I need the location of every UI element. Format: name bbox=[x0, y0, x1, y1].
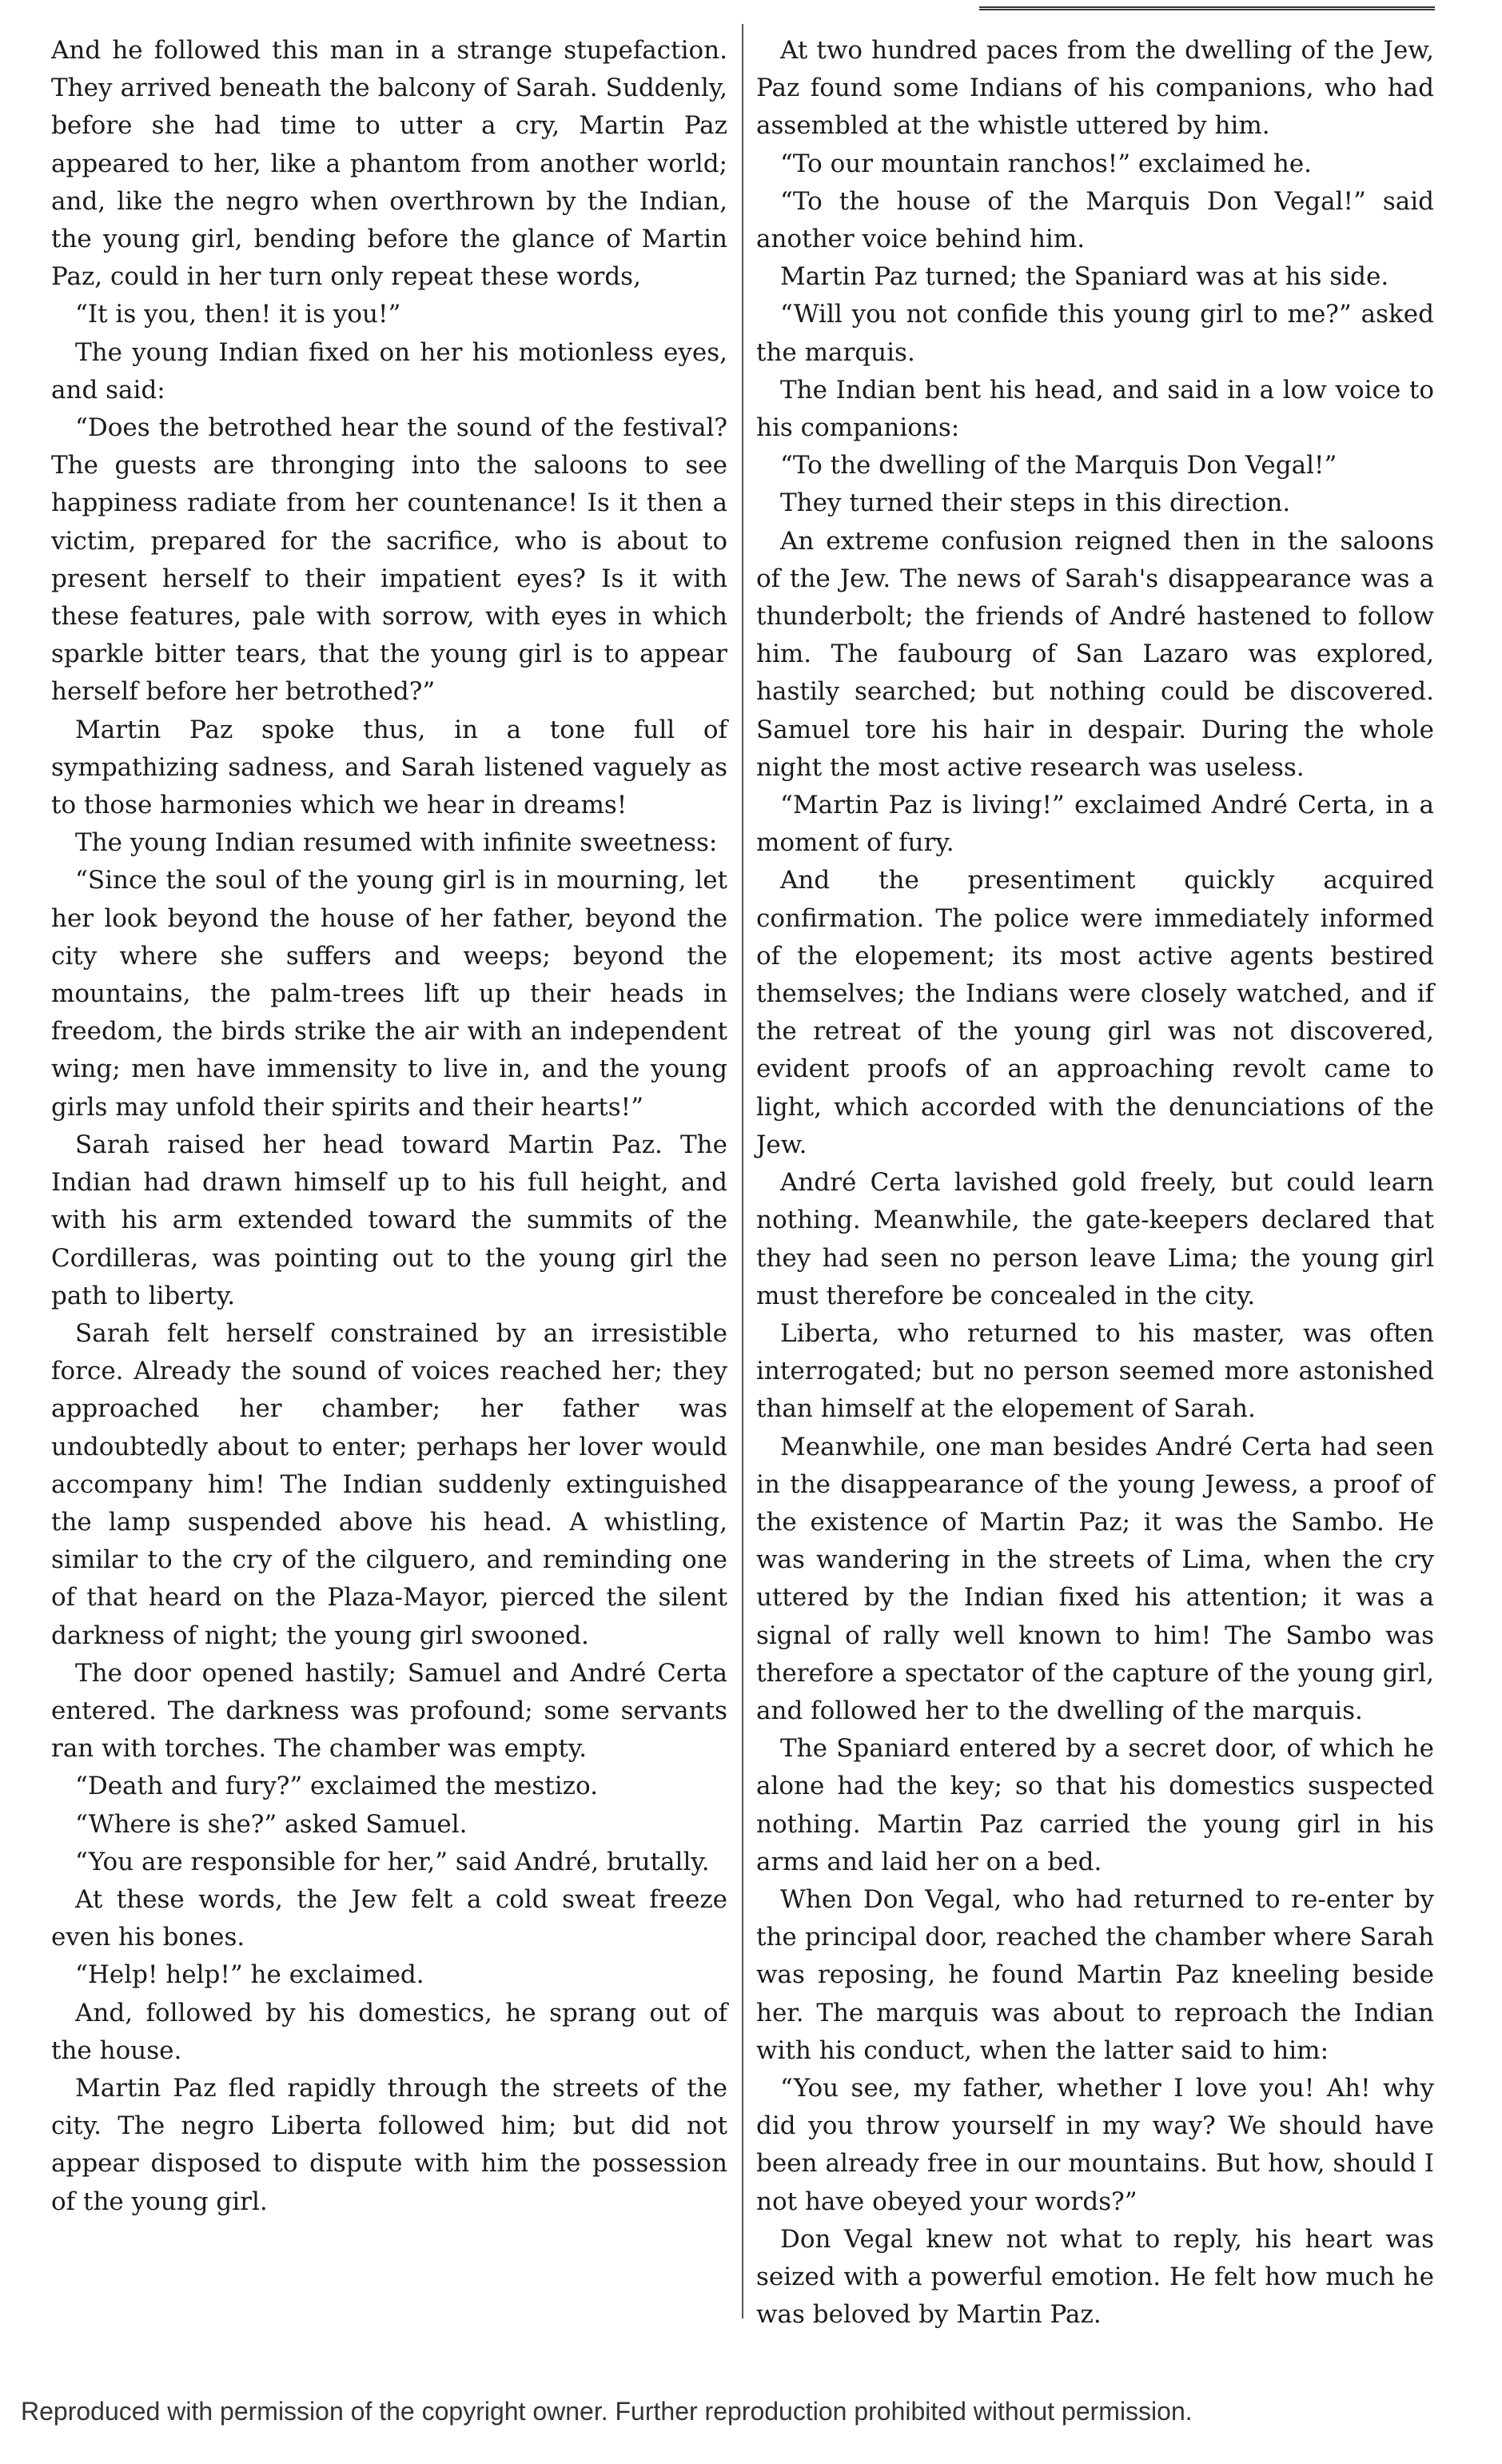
paragraph: “To the dwelling of the Marquis Don Vegal!” bbox=[780, 451, 1337, 480]
column-divider bbox=[742, 24, 743, 2318]
paragraph: The Indian bent his head, and said in a low voice to his companions: bbox=[756, 375, 1434, 443]
paragraph: Martin Paz turned; the Spaniard was at his side. bbox=[780, 262, 1389, 292]
paragraph: Sarah raised her head toward Martin Paz. The Indian had drawn himself up to his full height, and with his arm extended toward the summits of the Cordilleras, was pointing out to the young girl the path to liberty. bbox=[51, 1130, 727, 1310]
paragraph: “Since the soul of the young girl is in mourning, let her look beyond the house of her father, beyond the city where she suffers and weeps; beyond the mountains, the palm-trees lift up their heads in freedom, the birds strike the air with an independent wing; men have immensity to live in, and the young girls may unfold their spirits and their hearts!” bbox=[51, 866, 727, 1122]
paragraph: “To our mountain ranchos!” exclaimed he. bbox=[780, 149, 1313, 178]
paragraph: And, followed by his domestics, he sprang out of the house. bbox=[51, 1998, 727, 2065]
paragraph: Liberta, who returned to his master, was often interrogated; but no person seemed more astonished than himself at the elopement of Sarah. bbox=[756, 1318, 1434, 1424]
paragraph: “Help! help!” he exclaimed. bbox=[75, 1960, 424, 1990]
paragraph: The door opened hastily; Samuel and André Certa entered. The darkness was profound; some servants ran with torches. The chamber was empty. bbox=[51, 1658, 727, 1764]
paragraph: They turned their steps in this direction. bbox=[780, 488, 1291, 518]
paragraph: The young Indian resumed with infinite sweetness: bbox=[75, 828, 718, 858]
paragraph: An extreme confusion reigned then in the saloons of the Jew. The news of Sarah's disappearance was a thunderbolt; the friends of André hastened to follow him. The faubourg of San Lazaro was explored, hastily searched; but nothing could be discovered. Samuel tore his hair in despair. During the whole night the most active research was useless. bbox=[756, 526, 1434, 782]
paragraph: When Don Vegal, who had returned to re-enter by the principal door, reached the chamber where Sarah was reposing, he found Martin Paz kneeling beside her. The marquis was about to reproach the Indian with his conduct, when the latter said to him: bbox=[756, 1884, 1434, 2065]
left-column bbox=[51, 32, 727, 2221]
paragraph: Martin Paz fled rapidly through the streets of the city. The negro Liberta followed him; but did not appear disposed to dispute with him the possession of the young girl. bbox=[51, 2073, 727, 2216]
paragraph: Don Vegal knew not what to reply, his heart was seized with a powerful emotion. He felt how much he was beloved by Martin Paz. bbox=[756, 2224, 1434, 2330]
paragraph: Martin Paz spoke thus, in a tone full of sympathizing sadness, and Sarah listened vaguely as to those harmonies which we hear in dreams! bbox=[51, 715, 727, 820]
paragraph: “Martin Paz is living!” exclaimed André Certa, in a moment of fury. bbox=[756, 791, 1434, 858]
paragraph: “Where is she?” asked Samuel. bbox=[75, 1809, 468, 1839]
paragraph: The young Indian fixed on her his motionless eyes, and said: bbox=[51, 337, 727, 405]
paragraph: Meanwhile, one man besides André Certa had seen in the disappearance of the young Jewess, a proof of the existence of Martin Paz; it was the Sambo. He was wandering in the streets of Lima, when the cry uttered by the Indian fixed his attention; it was a signal of rally well known to him! The Sambo was therefore a spectator of the capture of the young girl, and followed her to the dwelling of the marquis. bbox=[756, 1432, 1434, 1725]
paragraph: “You see, my father, whether I love you! Ah! why did you throw yourself in my way? We should have been already free in our mountains. But how, should I not have obeyed your words?” bbox=[756, 2073, 1434, 2216]
top-double-rule bbox=[979, 6, 1435, 10]
paragraph: Sarah felt herself constrained by an irresistible force. Already the sound of voices reached her; they approached her chamber; her father was undoubtedly about to enter; perhaps her lover would accompany him! The Indian suddenly extinguished the lamp suspended above his head. A whistling, similar to the cry of the cilguero, and reminding one of that heard on the Plaza-Mayor, pierced the silent darkness of night; the young girl swooned. bbox=[51, 1318, 727, 1650]
paragraph: And he followed this man in a strange stupefaction. They arrived beneath the balcony of Sarah. Suddenly, before she had time to utter a cry, Martin Paz appeared to her, like a phantom from another world; and, like the negro when overthrown by the Indian, the young girl, bending before the glance of Martin Paz, could in her turn only repeat these words, bbox=[51, 36, 727, 292]
right-column bbox=[756, 32, 1434, 2334]
paragraph: At these words, the Jew felt a cold sweat freeze even his bones. bbox=[51, 1884, 727, 1952]
paragraph: “Does the betrothed hear the sound of the festival? The guests are thronging into the saloons to see happiness radiate from her countenance! Is it then a victim, prepared for the sacrifice, who is about to present herself to their impatient eyes? Is it with these features, pale with sorrow, with eyes in which sparkle bitter tears, that the young girl is to appear herself before her betrothed?” bbox=[51, 413, 727, 707]
paragraph: André Certa lavished gold freely, but could learn nothing. Meanwhile, the gate-keepers declared that they had seen no person leave Lima; the young girl must therefore be concealed in the city. bbox=[756, 1168, 1434, 1310]
paragraph: And the presentiment quickly acquired confirmation. The police were immediately informed of the elopement; its most active agents bestired themselves; the Indians were closely watched, and if the retreat of the young girl was not discovered, evident proofs of an approaching revolt came to light, which accorded with the denunciations of the Jew. bbox=[756, 866, 1434, 1159]
paragraph: The Spaniard entered by a secret door, of which he alone had the key; so that his domestics suspected nothing. Martin Paz carried the young girl in his arms and laid her on a bed. bbox=[756, 1734, 1434, 1876]
paragraph: At two hundred paces from the dwelling of the Jew, Paz found some Indians of his companions, who had assembled at the whistle uttered by him. bbox=[756, 36, 1434, 141]
paragraph: “It is you, then! it is you!” bbox=[75, 300, 401, 329]
paragraph: “You are responsible for her,” said André, brutally. bbox=[75, 1847, 710, 1876]
copyright-notice: Reproduced with permission of the copyright owner. Further reproduction prohibited without permission. bbox=[21, 2397, 1193, 2426]
paragraph: “Will you not confide this young girl to me?” asked the marquis. bbox=[756, 300, 1434, 367]
paragraph: “Death and fury?” exclaimed the mestizo. bbox=[75, 1772, 598, 1801]
paragraph: “To the house of the Marquis Don Vegal!” said another voice behind him. bbox=[756, 186, 1434, 254]
